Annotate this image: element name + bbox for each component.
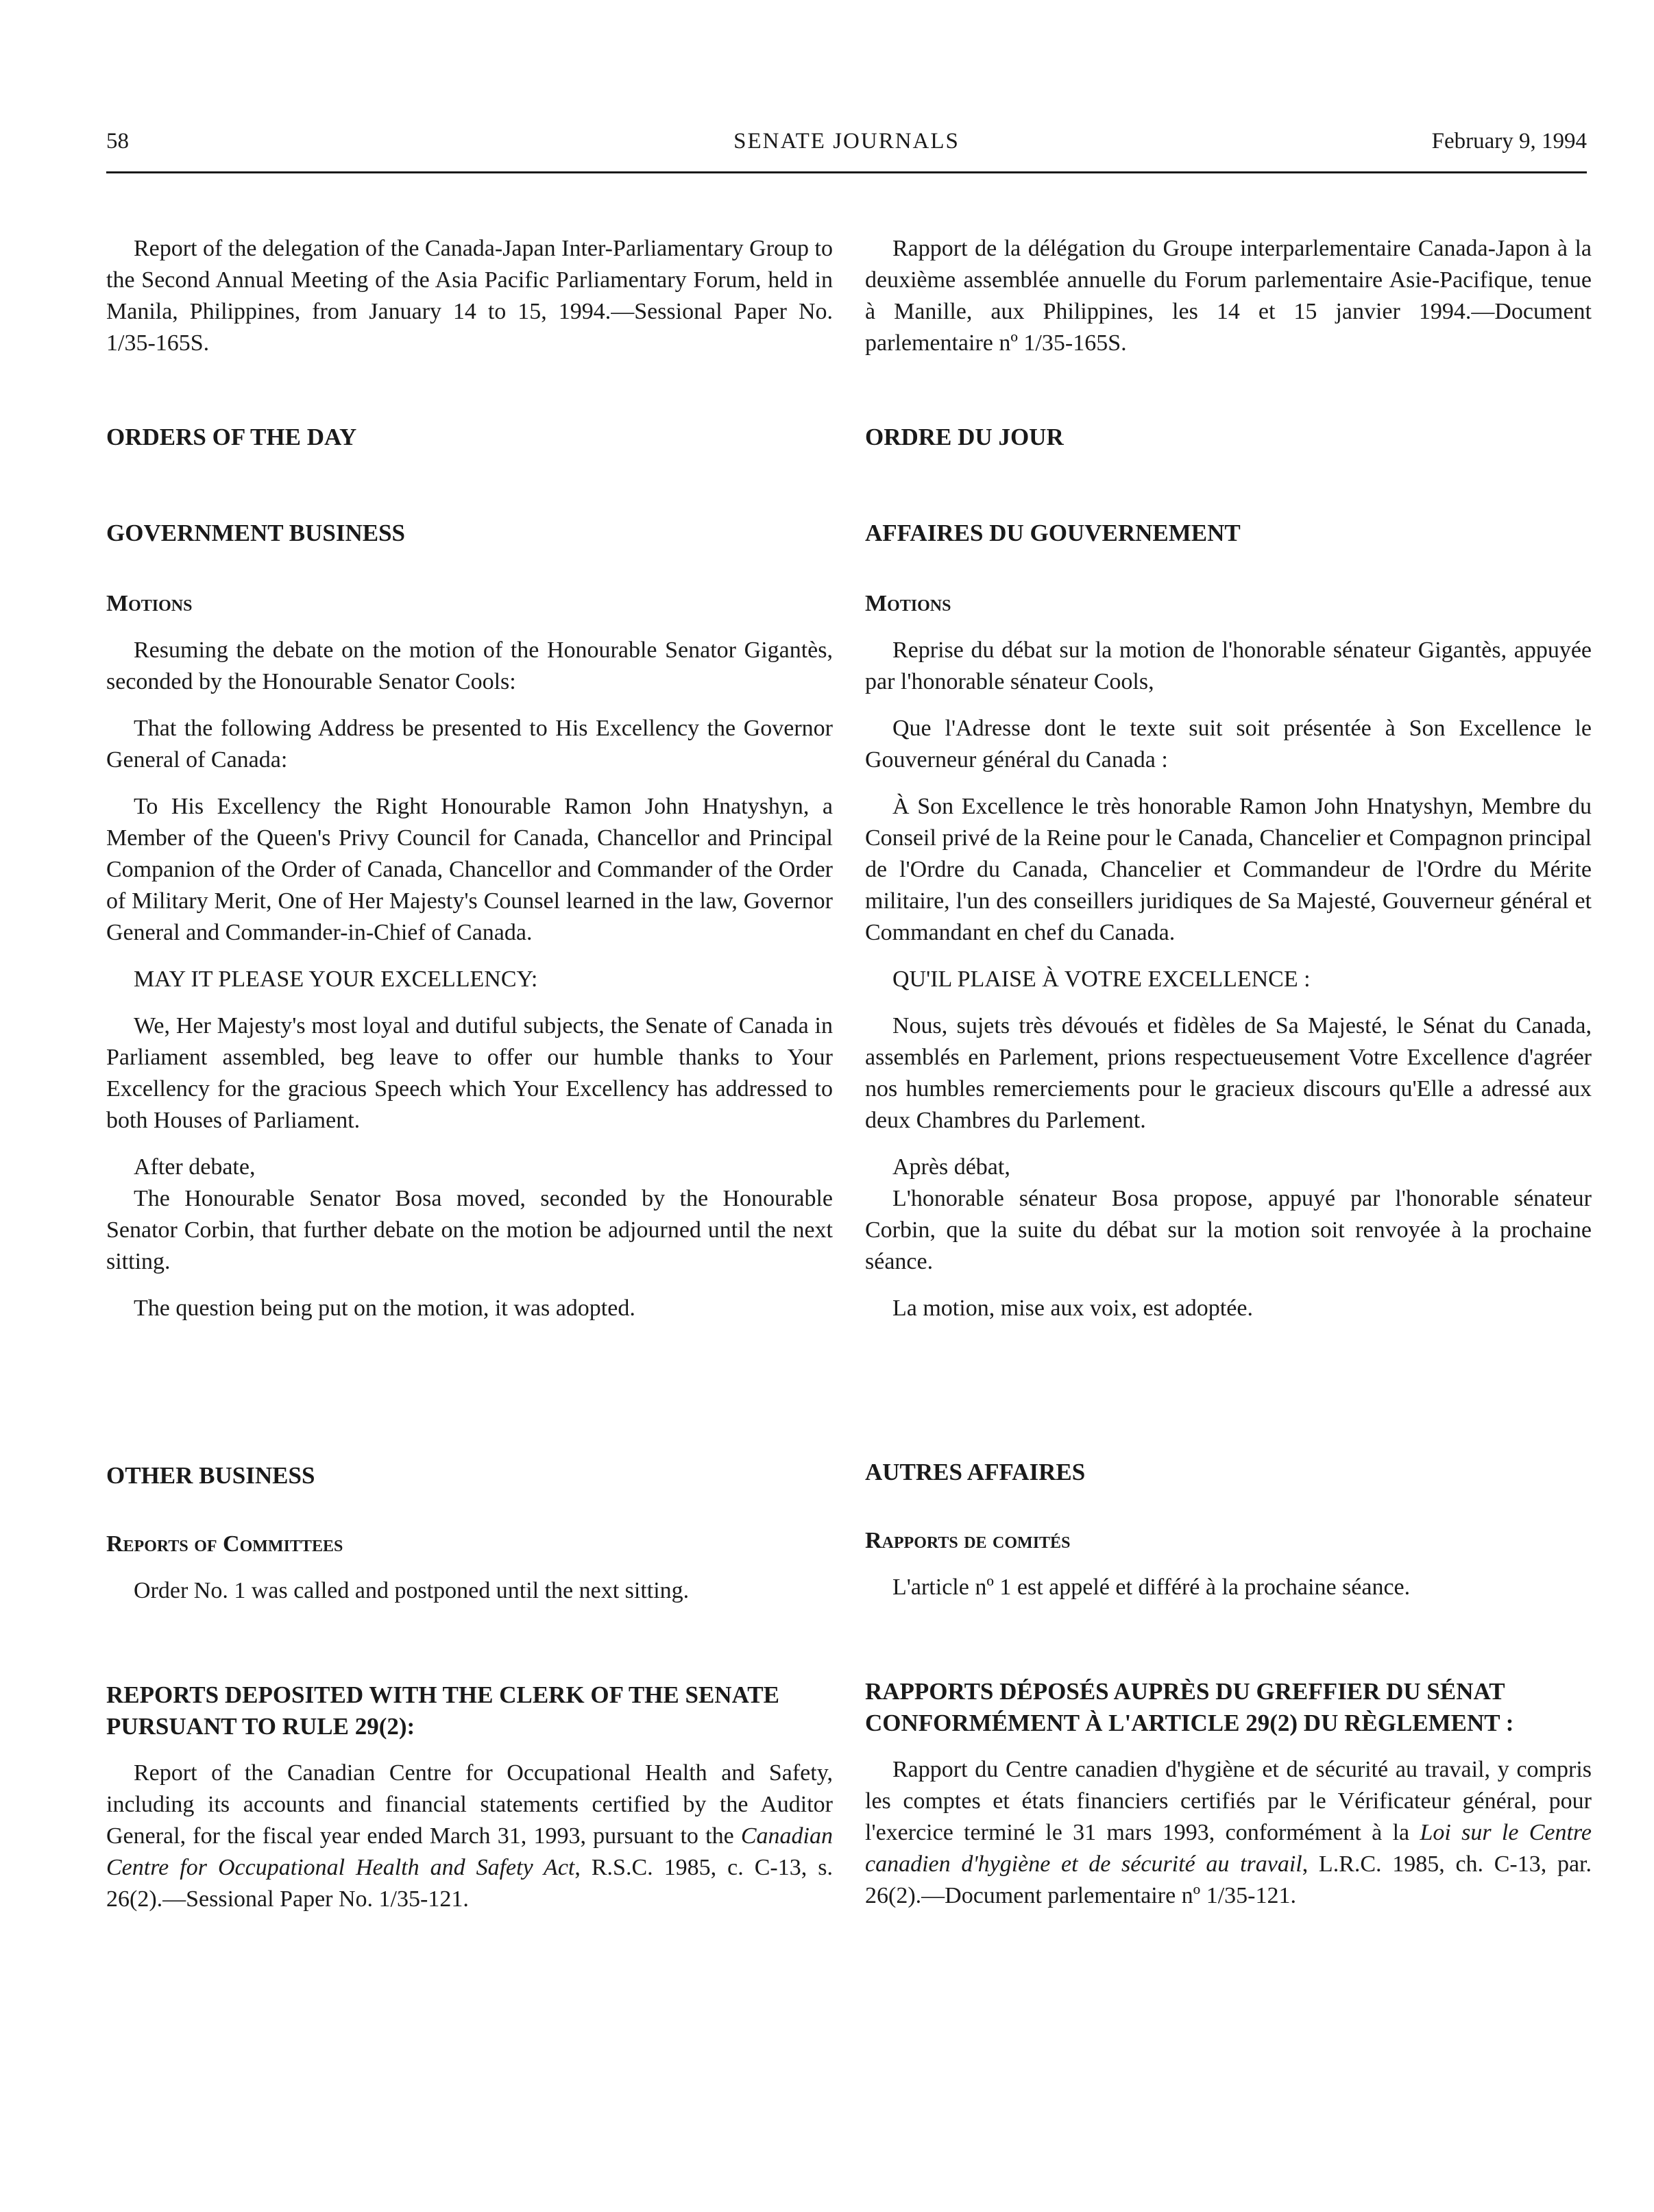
deposited-block xyxy=(106,1679,833,1930)
orders-block xyxy=(106,422,833,453)
other-business-heading: OTHER BUSINESS xyxy=(106,1462,315,1489)
government-business-block-fr xyxy=(865,518,1592,549)
header-date: February 9, 1994 xyxy=(1431,129,1587,154)
motion-paragraph-6a: After debate, xyxy=(134,1154,256,1180)
orders-heading: ORDERS OF THE DAY xyxy=(106,424,357,450)
deposited-text-b: , R.S.C. 1985, c. C-13, s. 26(2).—Sessional Paper No. 1/35-121. xyxy=(106,1855,833,1912)
motion-paragraph-7-fr: La motion, mise aux voix, est adoptée. xyxy=(892,1296,1253,1321)
deposited-act-title: Canadian Centre for Occupational Health and Safety Act xyxy=(106,1823,833,1880)
motion-paragraph-5-fr: Nous, sujets très dévoués et fidèles de Sa Majesté, le Sénat du Canada, assemblés en Parlement, prions respectueusement Votre Excellence d'agréer nos humbles remerciements pour le gracieux discours qu'Elle a adressé aux deux Chambres du Parlement. xyxy=(865,1013,1592,1133)
reports-heading-fr: Rapports de comités xyxy=(865,1528,1071,1553)
motion-paragraph-1-fr: Reprise du débat sur la motion de l'honorable sénateur Gigantès, appuyée par l'honorable sénateur Cools, xyxy=(865,637,1592,694)
motion-paragraph-4-fr: QU'IL PLAISE À VOTRE EXCELLENCE : xyxy=(892,967,1311,992)
government-business-heading: GOVERNMENT BUSINESS xyxy=(106,520,405,546)
intro-block-fr xyxy=(865,233,1592,374)
motion-paragraph-6b-fr: L'honorable sénateur Bosa propose, appuyé par l'honorable sénateur Corbin, que la suite du débat sur la motion soit renvoyée à la prochaine séance. xyxy=(865,1186,1592,1274)
reports-paragraph: Order No. 1 was called and postponed until the next sitting. xyxy=(134,1578,690,1603)
reports-heading: Reports of Committees xyxy=(106,1531,343,1557)
intro-block xyxy=(106,233,833,374)
motion-paragraph-7: The question being put on the motion, it was adopted. xyxy=(134,1296,635,1321)
motion-paragraph-3-fr: À Son Excellence le très honorable Ramon John Hnatyshyn, Membre du Conseil privé de la Reine pour le Canada, Chancelier et Compagnon principal de l'Ordre du Canada, Chancelier et Commandeur de l'Ordre du Mérite militaire, l'un des conseillers juridiques de Sa Majesté, Gouverneur général et Commandant en chef du Canada. xyxy=(865,794,1592,945)
deposited-paragraph-fr xyxy=(865,1754,1592,1912)
deposited-heading-fr: RAPPORTS DÉPOSÉS AUPRÈS DU GREFFIER DU SÉNAT CONFORMÉMENT À L'ARTICLE 29(2) DU RÈGLEMENT : xyxy=(865,1678,1514,1736)
page-number: 58 xyxy=(106,129,129,154)
government-business-heading-fr: AFFAIRES DU GOUVERNEMENT xyxy=(865,520,1241,546)
motion-paragraph-5: We, Her Majesty's most loyal and dutiful subjects, the Senate of Canada in Parliament assembled, beg leave to offer our humble thanks to Your Excellency for the gracious Speech which Your Excellency has addressed to both Houses of Parliament. xyxy=(106,1013,833,1133)
motion-paragraph-2: That the following Address be presented to His Excellency the Governor General of Canada: xyxy=(106,716,833,773)
motion-paragraph-3: To His Excellency the Right Honourable Ramon John Hnatyshyn, a Member of the Queen's Privy Council for Canada, Chancellor and Principal Companion of the Order of Canada, Chancellor and Commander of the Order of Military Merit, One of Her Majesty's Counsel learned in the law, Governor General and Commander-in-Chief of Canada. xyxy=(106,794,833,945)
intro-paragraph-fr: Rapport de la délégation du Groupe interparlementaire Canada-Japon à la deuxième assemblée annuelle du Forum parlementaire Asie-Pacifique, tenue à Manille, aux Philippines, les 14 et 15 janvier 1994.—Document parlementaire nº 1/35-165S. xyxy=(865,236,1592,356)
motions-block-fr xyxy=(865,588,1592,1339)
reports-paragraph-fr: L'article nº 1 est appelé et différé à la prochaine séance. xyxy=(892,1575,1411,1600)
page-header xyxy=(106,123,1587,173)
motion-paragraph-4: MAY IT PLEASE YOUR EXCELLENCY: xyxy=(134,967,538,992)
deposited-block-fr xyxy=(865,1676,1592,1927)
other-business-block xyxy=(106,1460,833,1492)
orders-heading-fr: ORDRE DU JOUR xyxy=(865,424,1064,450)
other-business-heading-fr: AUTRES AFFAIRES xyxy=(865,1459,1086,1485)
deposited-text-b-fr: , L.R.C. 1985, ch. C-13, par. 26(2).—Document parlementaire nº 1/35-121. xyxy=(865,1851,1592,1908)
deposited-text-a-fr: Rapport du Centre canadien d'hygiène et de sécurité au travail, y compris les comptes et états financiers certifiés par le Vérificateur général, pour l'exercice terminé le 31 mars 1993, conformément à la xyxy=(865,1757,1592,1845)
orders-block-fr xyxy=(865,422,1592,453)
other-business-block-fr xyxy=(865,1457,1592,1488)
motion-paragraph-2-fr: Que l'Adresse dont le texte suit soit présentée à Son Excellence le Gouverneur général du Canada : xyxy=(865,716,1592,773)
deposited-act-title-fr: Loi sur le Centre canadien d'hygiène et de sécurité au travail xyxy=(865,1820,1592,1877)
deposited-heading: REPORTS DEPOSITED WITH THE CLERK OF THE SENATE PURSUANT TO RULE 29(2): xyxy=(106,1681,779,1740)
motions-heading: Motions xyxy=(106,591,193,616)
motion-paragraph-1: Resuming the debate on the motion of the Honourable Senator Gigantès, seconded by the Honourable Senator Cools: xyxy=(106,637,833,694)
journal-title: SENATE JOURNALS xyxy=(733,129,960,154)
reports-block xyxy=(106,1529,833,1622)
reports-block-fr xyxy=(865,1525,1592,1618)
motions-block xyxy=(106,588,833,1339)
motion-paragraph-6b: The Honourable Senator Bosa moved, seconded by the Honourable Senator Corbin, that further debate on the motion be adjourned until the next sitting. xyxy=(106,1186,833,1274)
deposited-text-a: Report of the Canadian Centre for Occupational Health and Safety, including its accounts and financial statements certified by the Auditor General, for the fiscal year ended March 31, 1993, pursuant to the xyxy=(106,1760,833,1849)
government-business-block xyxy=(106,518,833,549)
deposited-paragraph xyxy=(106,1758,833,1915)
motions-heading-fr: Motions xyxy=(865,591,951,616)
intro-paragraph: Report of the delegation of the Canada-Japan Inter-Parliamentary Group to the Second Annual Meeting of the Asia Pacific Parliamentary Forum, held in Manila, Philippines, from January 14 to 15, 1994.—Sessional Paper No. 1/35-165S. xyxy=(106,236,833,356)
motion-paragraph-6a-fr: Après débat, xyxy=(892,1154,1010,1180)
